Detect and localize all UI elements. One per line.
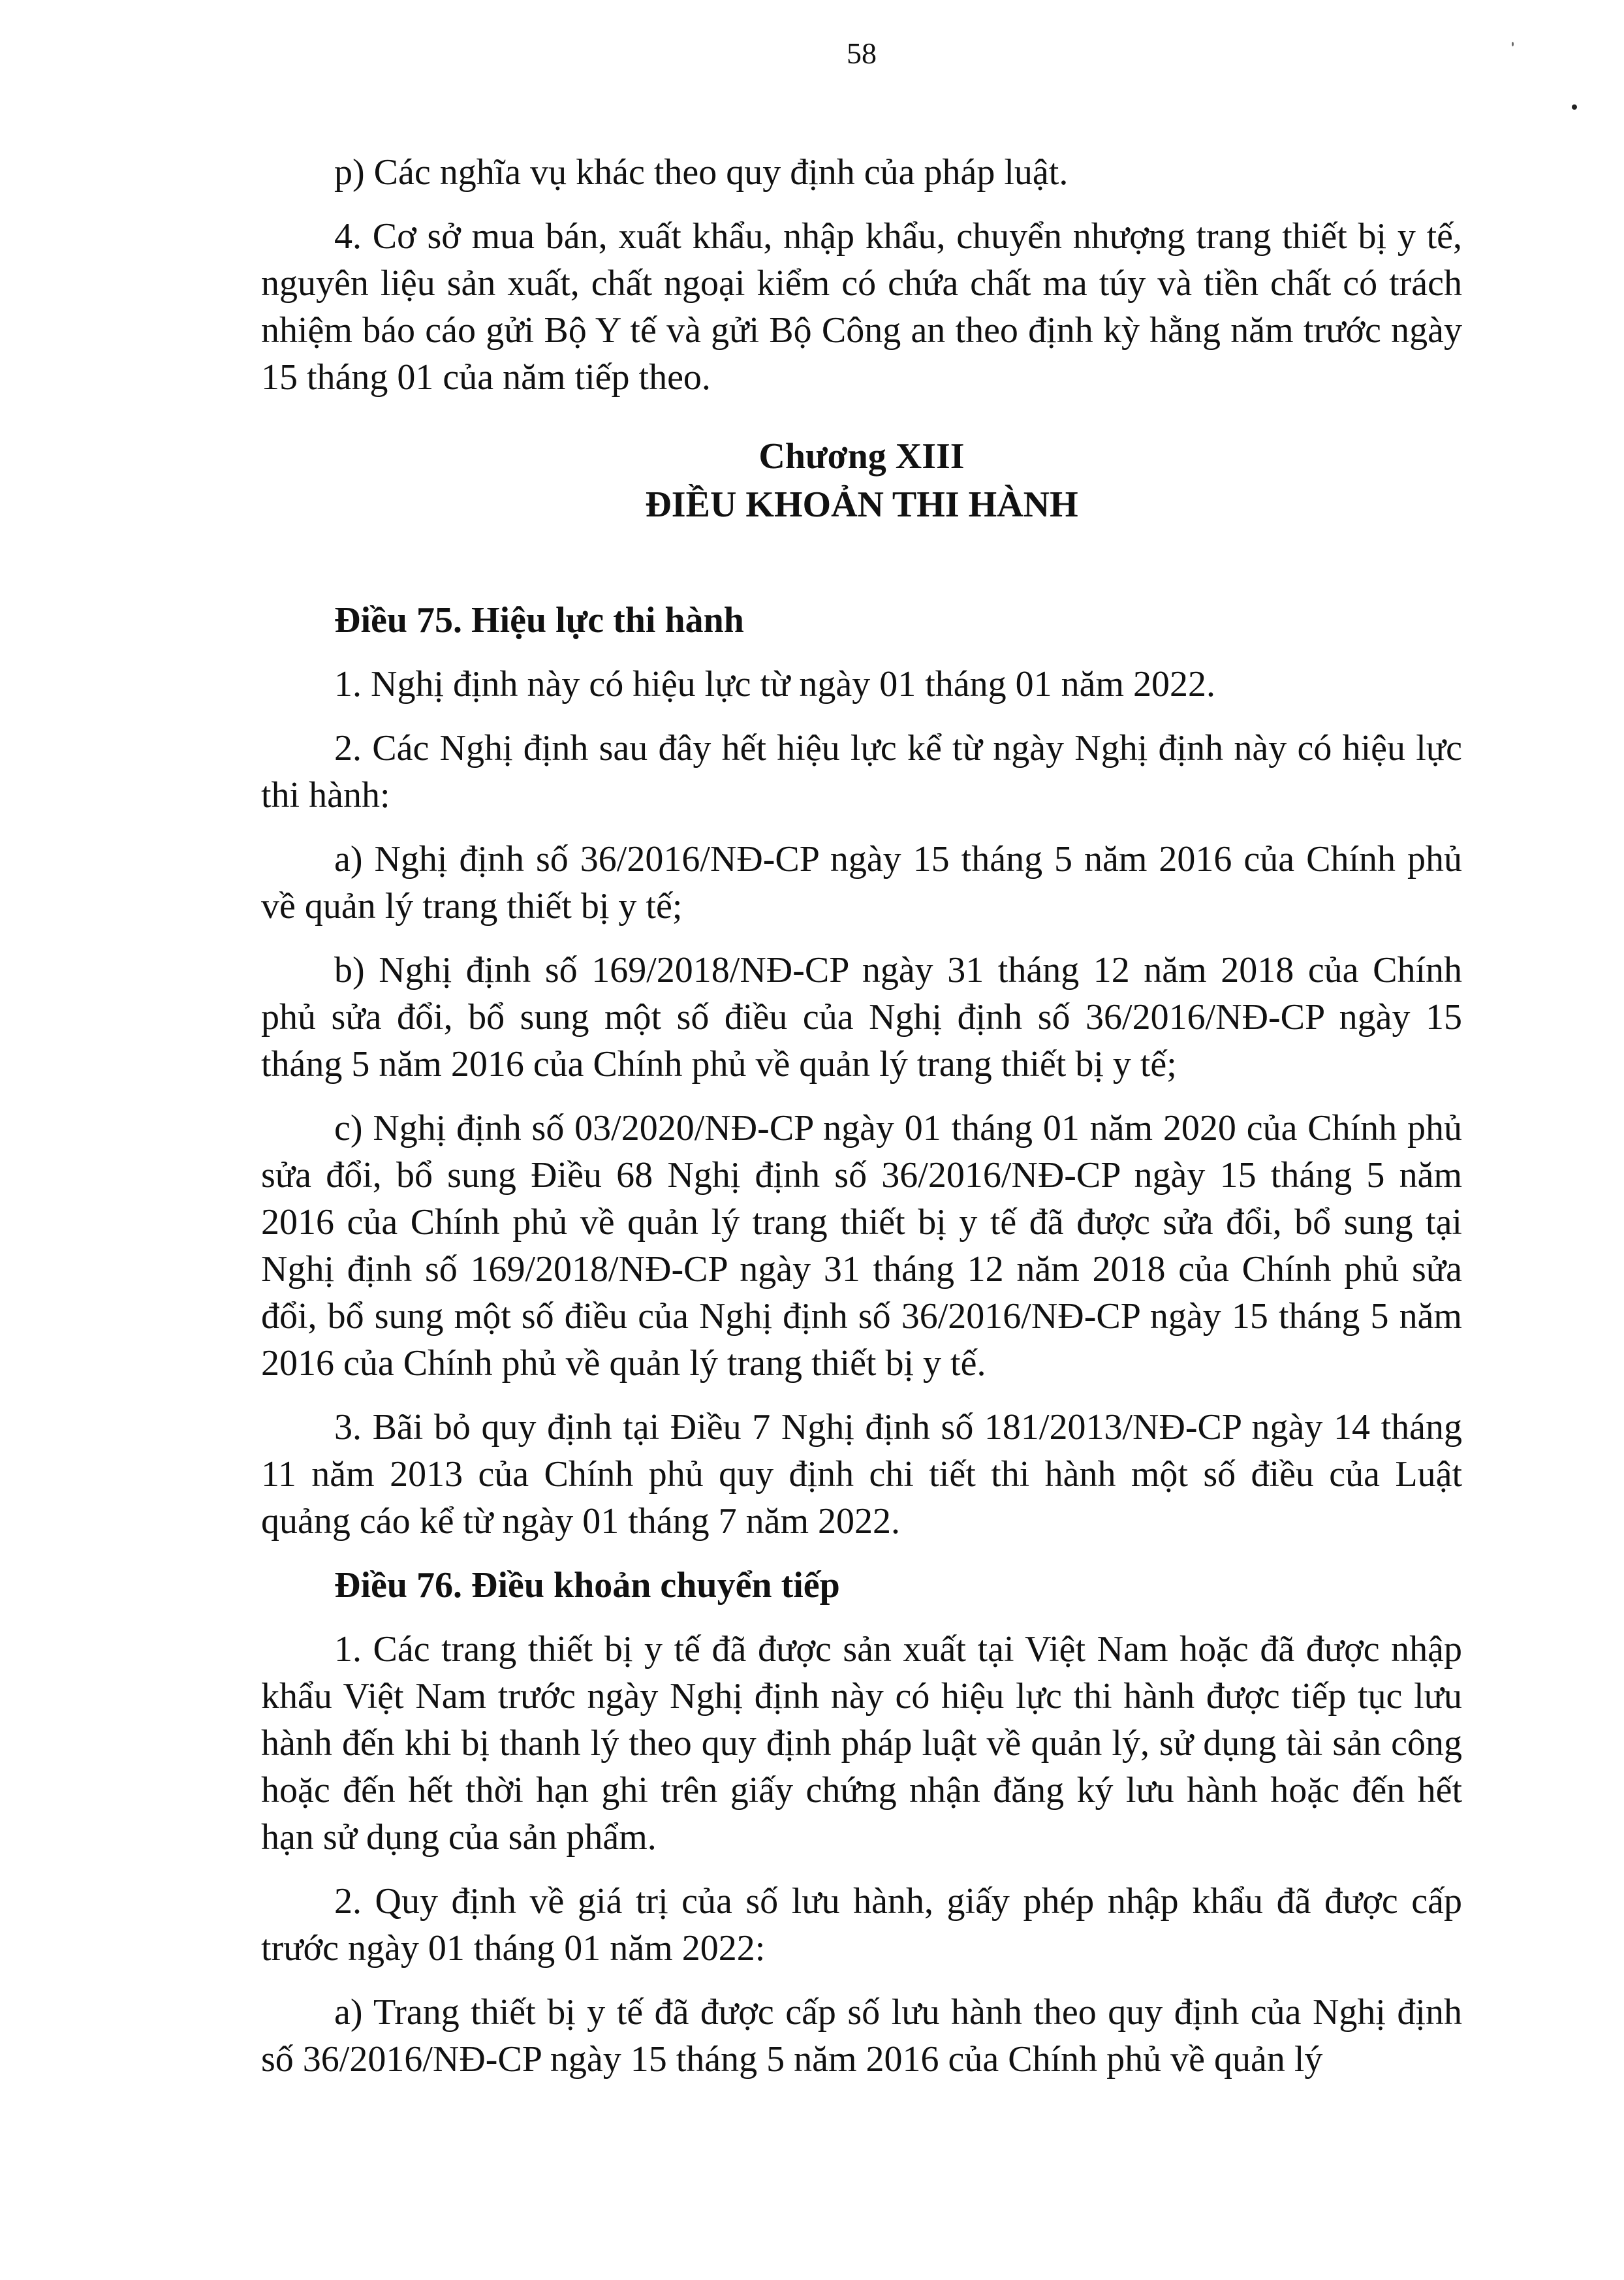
article-75-clause-1: 1. Nghị định này có hiệu lực từ ngày 01 tháng 01 năm 2022. [334, 664, 1216, 705]
article-76-clause-1: 1. Các trang thiết bị y tế đã được sản xuất tại Việt Nam hoặc đã được nhập khẩu Việt Nam trước ngày Nghị định này có hiệu lực thi hành được tiếp tục lưu hành đến khi bị thanh lý theo quy định pháp luật về quản lý, sử dụng tài sản công hoặc đến hết thời hạn ghi trên giấy chứng nhận đăng ký lưu hành hoặc đến hết hạn sử dụng của sản phẩm. [261, 1629, 1462, 1858]
paragraph-clause-4: 4. Cơ sở mua bán, xuất khẩu, nhập khẩu, chuyển nhượng trang thiết bị y tế, nguyên liệu sản xuất, chất ngoại kiểm có chứa chất ma túy và tiền chất có trách nhiệm báo cáo gửi Bộ Y tế và gửi Bộ Công an theo định kỳ hằng năm trước ngày 15 tháng 01 của năm tiếp theo. [261, 216, 1462, 398]
article-75-clause-2: 2. Các Nghị định sau đây hết hiệu lực kể từ ngày Nghị định này có hiệu lực thi hành: [261, 728, 1462, 815]
article-75-clause-3: 3. Bãi bỏ quy định tại Điều 7 Nghị định số 181/2013/NĐ-CP ngày 14 tháng 11 năm 2013 của Chính phủ quy định chi tiết thi hành một số điều của Luật quảng cáo kể từ ngày 01 tháng 7 năm 2022. [261, 1407, 1462, 1542]
article-76-heading: Điều 76. Điều khoản chuyển tiếp [334, 1565, 840, 1606]
page-number: 58 [847, 37, 877, 70]
document-page [261, 0, 1462, 2280]
article-75-clause-2b: b) Nghị định số 169/2018/NĐ-CP ngày 31 tháng 12 năm 2018 của Chính phủ sửa đổi, bổ sung một số điều của Nghị định số 36/2016/NĐ-CP ngày 15 tháng 5 năm 2016 của Chính phủ về quản lý trang thiết bị y tế; [261, 950, 1462, 1085]
article-75-clause-2a: a) Nghị định số 36/2016/NĐ-CP ngày 15 tháng 5 năm 2016 của Chính phủ về quản lý trang thiết bị y tế; [261, 839, 1462, 926]
article-75-heading: Điều 75. Hiệu lực thi hành [334, 600, 744, 641]
article-75-clause-2c: c) Nghị định số 03/2020/NĐ-CP ngày 01 tháng 01 năm 2020 của Chính phủ sửa đổi, bổ sung Điều 68 Nghị định số 36/2016/NĐ-CP ngày 15 tháng 5 năm 2016 của Chính phủ về quản lý trang thiết bị y tế đã được sửa đổi, bổ sung tại Nghị định số 169/2018/NĐ-CP ngày 31 tháng 12 năm 2018 của Chính phủ sửa đổi, bổ sung một số điều của Nghị định số 36/2016/NĐ-CP ngày 15 tháng 5 năm 2016 của Chính phủ về quản lý trang thiết bị y tế. [261, 1108, 1462, 1384]
chapter-title: ĐIỀU KHOẢN THI HÀNH [645, 484, 1078, 525]
scan-speck [1512, 42, 1514, 46]
document-body [261, 149, 1462, 2100]
scan-speck [1572, 104, 1577, 110]
chapter-number: Chương XIII [758, 436, 965, 477]
article-76-clause-2a: a) Trang thiết bị y tế đã được cấp số lưu hành theo quy định của Nghị định số 36/2016/NĐ-CP ngày 15 tháng 5 năm 2016 của Chính phủ về quản lý [261, 1992, 1462, 2080]
paragraph-clause-p: p) Các nghĩa vụ khác theo quy định của pháp luật. [334, 152, 1069, 193]
article-76-clause-2: 2. Quy định về giá trị của số lưu hành, giấy phép nhập khẩu đã được cấp trước ngày 01 tháng 01 năm 2022: [261, 1881, 1462, 1969]
